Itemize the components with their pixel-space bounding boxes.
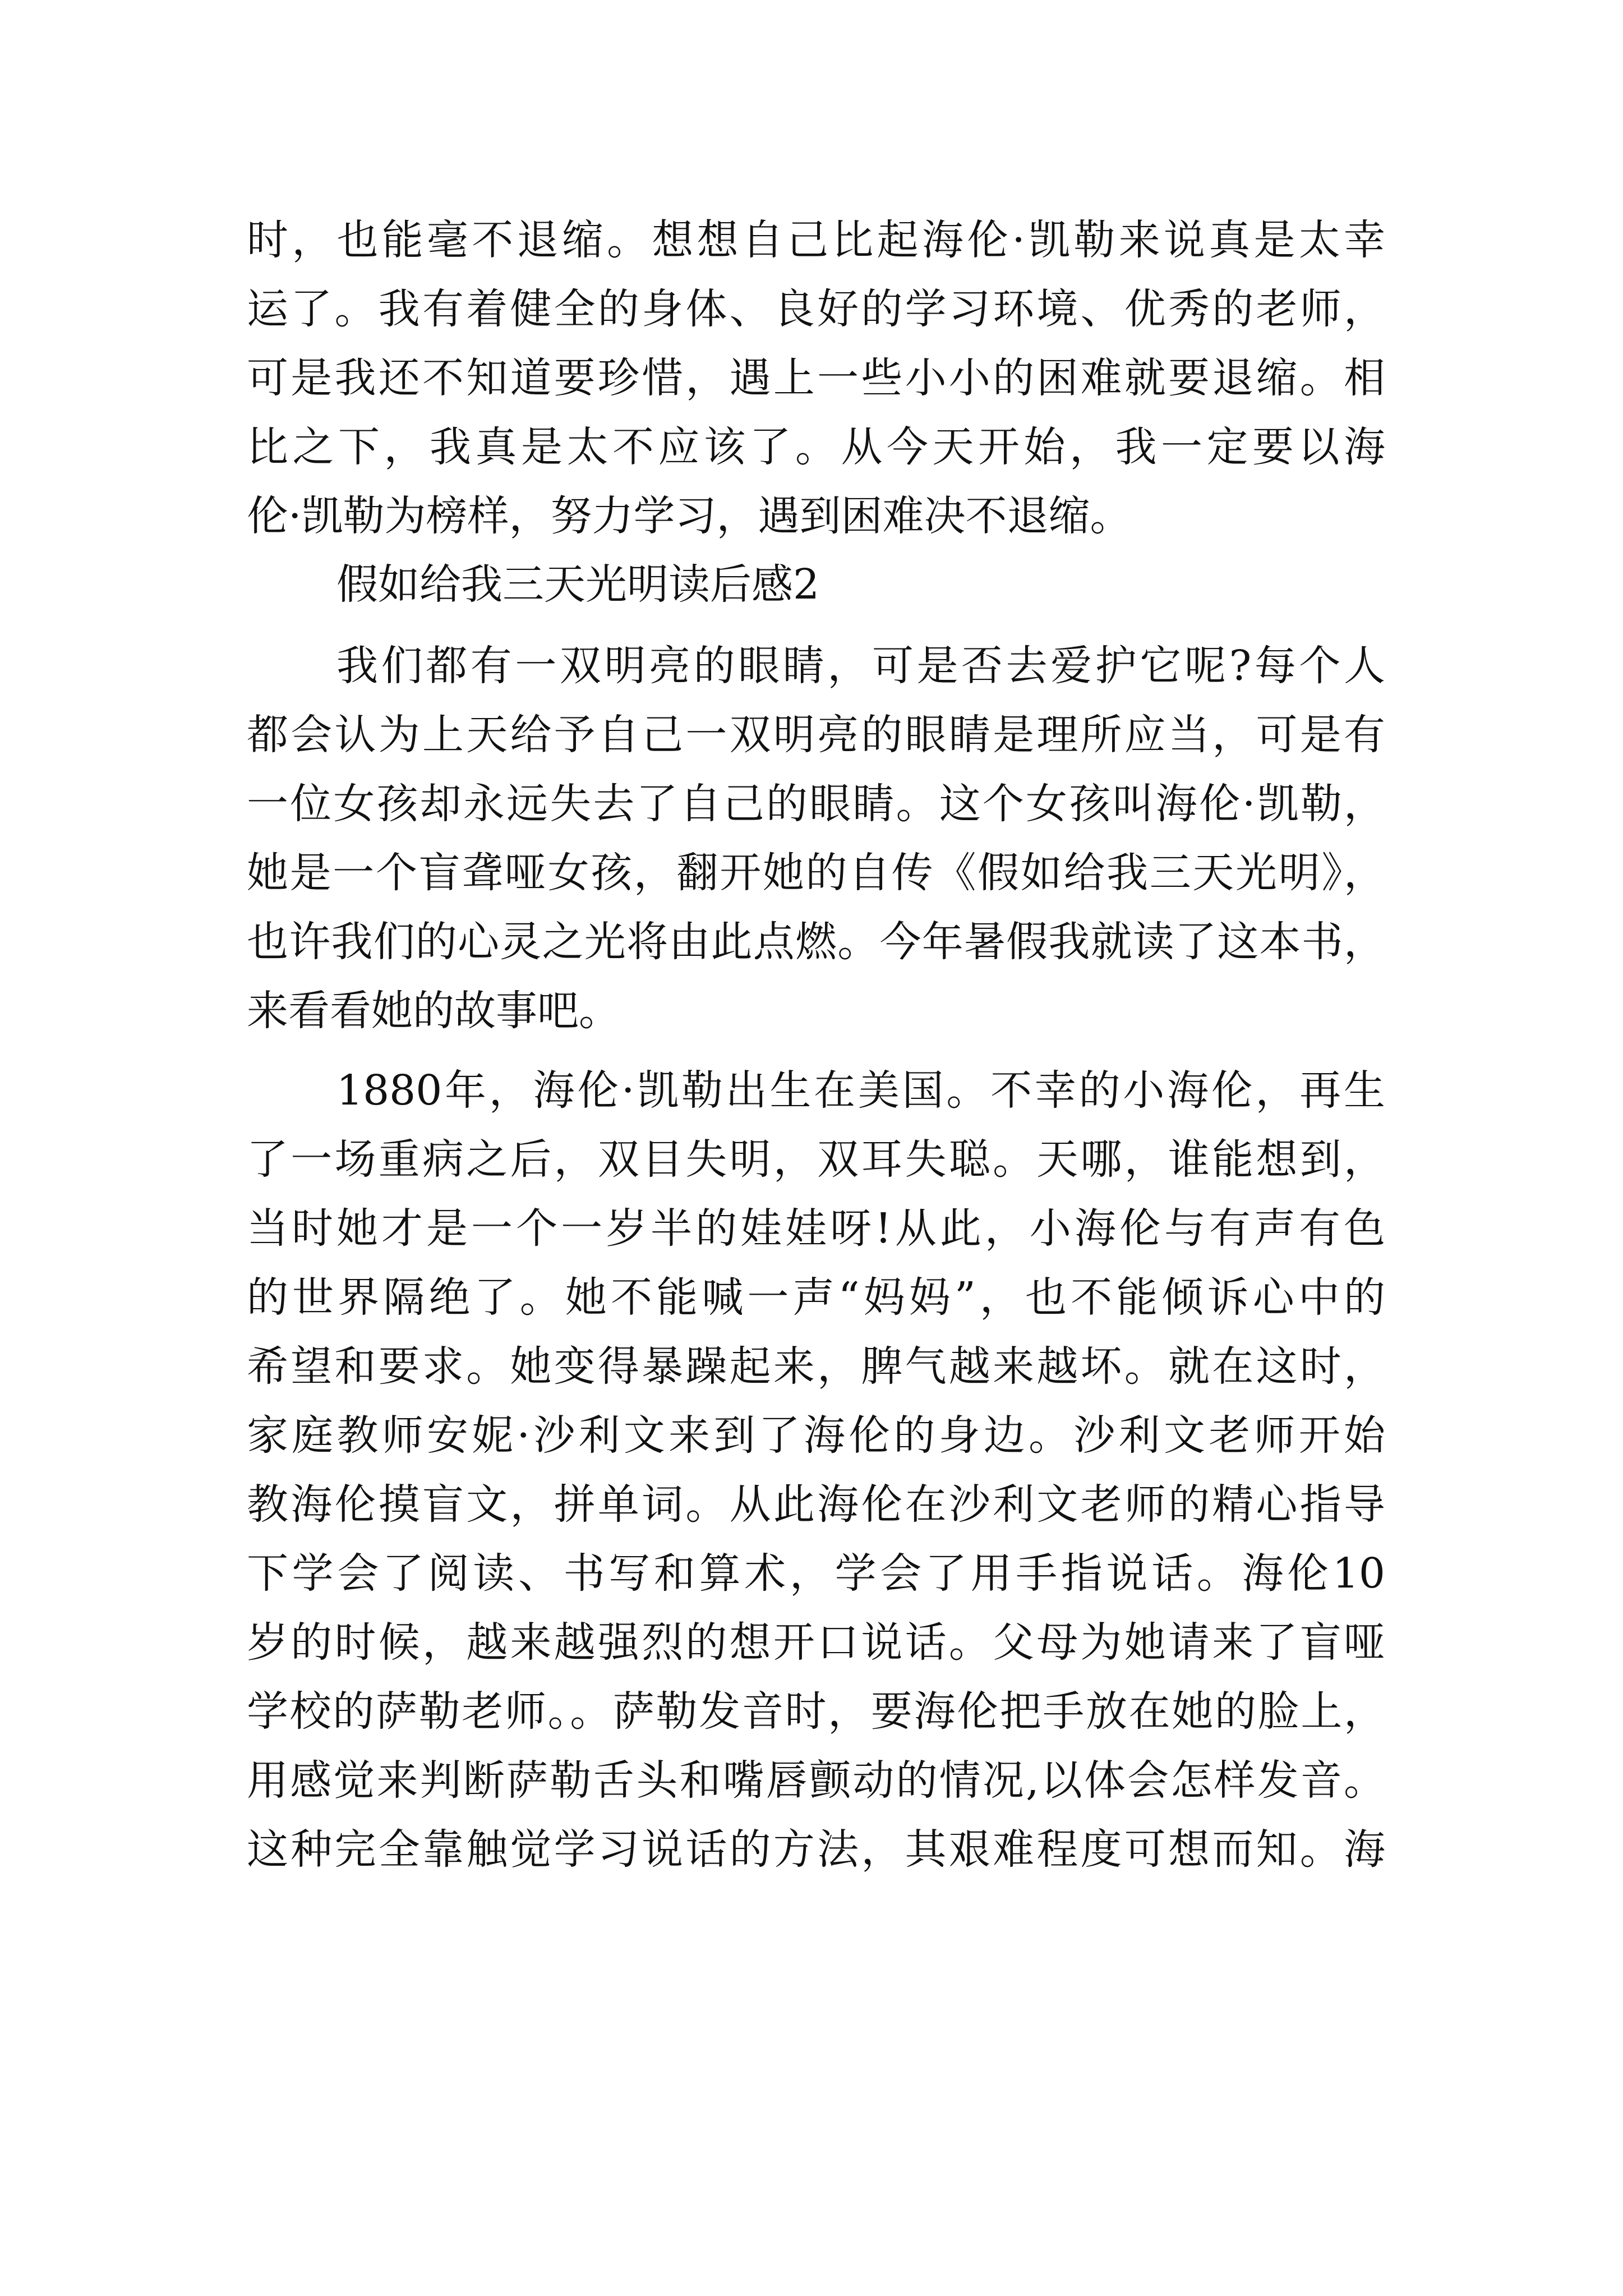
text-line: 一位女孩却永远失去了自己的眼睛。这个女孩叫海伦·凯勒， bbox=[247, 780, 1385, 828]
text-line: 运了。我有着健全的身体、良好的学习环境、优秀的老师， bbox=[247, 285, 1385, 333]
text-line: 都会认为上天给予自己一双明亮的眼睛是理所应当，可是有 bbox=[247, 711, 1385, 759]
text-line: 伦·凯勒为榜样，努力学习，遇到困难决不退缩。 bbox=[247, 492, 1132, 540]
text-line: 1880年，海伦·凯勒出生在美国。不幸的小海伦，再生 bbox=[336, 1066, 1385, 1115]
text-line: 学校的萨勒老师。。萨勒发音时，要海伦把手放在她的脸上， bbox=[247, 1687, 1385, 1736]
text-line: 当时她才是一个一岁半的娃娃呀!从此，小海伦与有声有色 bbox=[247, 1204, 1385, 1253]
text-line: 下学会了阅读、书写和算术，学会了用手指说话。海伦10 bbox=[247, 1549, 1385, 1598]
text-line: 的世界隔绝了。她不能喊一声“妈妈”，也不能倾诉心中的 bbox=[247, 1273, 1385, 1322]
text-line: 用感觉来判断萨勒舌头和嘴唇颤动的情况,以体会怎样发音。 bbox=[247, 1756, 1385, 1805]
text-line: 时，也能毫不退缩。想想自己比起海伦·凯勒来说真是太幸 bbox=[247, 216, 1385, 264]
text-line: 来看看她的故事吧。 bbox=[247, 987, 620, 1035]
text-line: 家庭教师安妮·沙利文来到了海伦的身边。沙利文老师开始 bbox=[247, 1411, 1385, 1460]
text-line: 岁的时候，越来越强烈的想开口说话。父母为她请来了盲哑 bbox=[247, 1618, 1385, 1667]
text-line: 我们都有一双明亮的眼睛，可是否去爱护它呢?每个人 bbox=[336, 642, 1385, 690]
text-line: 她是一个盲聋哑女孩，翻开她的自传《假如给我三天光明》， bbox=[247, 849, 1385, 897]
text-line: 这种完全靠触觉学习说话的方法，其艰难程度可想而知。海 bbox=[247, 1825, 1385, 1874]
text-line: 教海伦摸盲文，拼单词。从此海伦在沙利文老师的精心指导 bbox=[247, 1480, 1385, 1529]
text-line: 希望和要求。她变得暴躁起来，脾气越来越坏。就在这时， bbox=[247, 1342, 1385, 1391]
text-line: 了一场重病之后，双目失明，双耳失聪。天哪，谁能想到， bbox=[247, 1135, 1385, 1184]
section-title: 假如给我三天光明读后感2 bbox=[336, 560, 820, 609]
text-line: 比之下，我真是太不应该了。从今天开始，我一定要以海 bbox=[247, 423, 1385, 471]
text-line: 也许我们的心灵之光将由此点燃。今年暑假我就读了这本书， bbox=[247, 918, 1385, 966]
text-line: 可是我还不知道要珍惜，遇上一些小小的困难就要退缩。相 bbox=[247, 354, 1385, 402]
